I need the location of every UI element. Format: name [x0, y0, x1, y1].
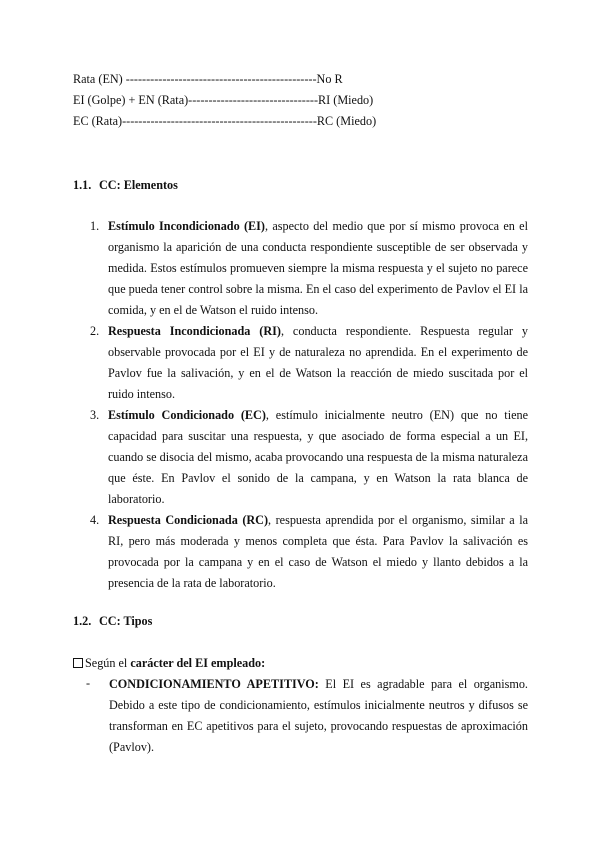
criterion-prefix: Según el	[85, 656, 131, 670]
sub-item-apetitivo	[109, 674, 528, 758]
item-text: , estímulo inicialmente neutro (EN) que no tiene capacidad para suscitar una respuesta, y que asociado de forma especial a un EI, cuando se disocia del mismo, acaba provocando una respuesta de la misma naturaleza que éste. En Pavlov el sonido de la campana, y en Watson la rata blanca de laboratorio.	[108, 408, 528, 506]
item-text: , conducta respondiente. Respuesta regular y observable provocada por el EI y de naturaleza no aprendida. En el experimento de Pavlov fue la salivación, y en el de Watson la reacción de miedo suscitada por el ruido intenso.	[108, 324, 529, 401]
scheme-line-3: EC (Rata)------------------------------------------------RC (Miedo)	[73, 114, 377, 128]
item-term: Respuesta Condicionada (RC)	[108, 513, 269, 527]
scheme-line-1: Rata (EN) -----------------------------------------------No R	[73, 72, 343, 86]
section-number: 1.1.	[73, 178, 92, 192]
item-number: 4.	[90, 513, 100, 527]
item-term: Estímulo Condicionado (EC)	[108, 408, 266, 422]
list-item	[88, 405, 528, 510]
section-heading-tipos	[73, 614, 152, 629]
item-term: Estímulo Incondicionado (EI)	[108, 219, 265, 233]
list-item	[88, 321, 528, 405]
dash-bullet: -	[86, 676, 91, 690]
section-heading-elementos	[73, 178, 178, 193]
item-text: , aspecto del medio que por sí mismo provoca en el organismo la aparición de una conducta respondiente susceptible de ser observada y medida. Estos estímulos promueven siempre la misma respuesta y el sujeto no parece que pueda tener control sobre la misma. En el caso del experimento de Pavlov el EI la comida, y en el de Watson el ruido intenso.	[108, 219, 528, 317]
criterion-bold: carácter del EI empleado:	[130, 656, 266, 670]
elements-list	[88, 216, 528, 594]
checkbox-bullet-icon	[73, 658, 83, 668]
section-title: CC: Elementos	[99, 178, 178, 192]
conditioning-scheme	[73, 69, 533, 132]
item-number: 1.	[90, 219, 100, 233]
list-item	[88, 510, 528, 594]
list-item	[88, 216, 528, 321]
criterion-line	[73, 654, 265, 672]
scheme-line-2: EI (Golpe) + EN (Rata)--------------------------------RI (Miedo)	[73, 93, 374, 107]
item-number: 2.	[90, 324, 100, 338]
sub-item-term: CONDICIONAMIENTO APETITIVO:	[109, 677, 319, 691]
sub-item-text: El EI es agradable para el organismo. Debido a este tipo de condicionamiento, estímulos inicialmente neutros y difusos se transforman en EC apetitivos para el sujeto, provocando respuestas de aproximación (Pavlov).	[109, 677, 528, 754]
item-term: Respuesta Incondicionada (RI)	[108, 324, 281, 338]
item-text: , respuesta aprendida por el organismo, similar a la RI, pero más moderada y menos completa que ésta. Para Pavlov la salivación es provocada por la campana y en el caso de Watson el miedo y llanto debidos a la presencia de la rata de laboratorio.	[108, 513, 528, 590]
item-number: 3.	[90, 408, 100, 422]
section-title: CC: Tipos	[99, 614, 153, 628]
section-number: 1.2.	[73, 614, 92, 628]
